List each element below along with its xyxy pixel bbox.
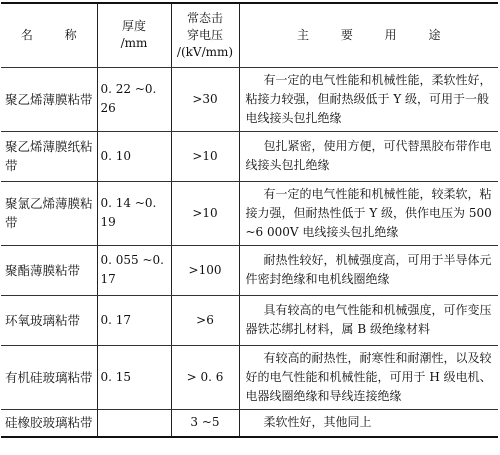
insulating-tape-table: [1, 2, 498, 438]
row-name: 聚氯乙烯薄膜粘带: [1, 181, 97, 245]
row-thickness: 0. 14 ~0. 19: [97, 181, 171, 245]
row-thickness: 0. 10: [97, 131, 171, 181]
row-voltage: >10: [171, 131, 239, 181]
row-use: [239, 131, 498, 181]
header-row: [1, 3, 498, 67]
table-row: [1, 245, 498, 295]
row-voltage: >6: [171, 295, 239, 345]
header-voltage: [171, 3, 239, 67]
table-row: [1, 345, 498, 409]
row-voltage: 3 ~5: [171, 409, 239, 437]
row-use-text: 耐热性较好，机械强度高，可用于半导体元件密封绝缘和电机线圈绝缘: [245, 253, 492, 286]
header-voltage-line3: /(kV/mm): [176, 44, 234, 59]
header-name: 名 称: [1, 3, 97, 67]
row-thickness: 0. 22 ~0. 26: [97, 67, 171, 131]
row-thickness: 0. 055 ~0. 17: [97, 245, 171, 295]
header-use: 主 要 用 途: [239, 3, 498, 67]
row-voltage: >30: [171, 67, 239, 131]
row-use-text: 有一定的电气性能和机械性能，较柔软，粘接力强，但耐热性低于 Y 级，供作电压为 500 ~6 000V 电线接头包扎绝缘: [245, 186, 492, 239]
row-name: 硅橡胶玻璃粘带: [1, 409, 97, 437]
table-row: [1, 67, 498, 131]
table-row: [1, 409, 498, 437]
table-container: [1, 2, 498, 453]
header-voltage-line2: 穿电压: [186, 27, 223, 42]
row-use-text: 具有较高的电气性能和机械强度，可作变压器铁芯绑扎材料，属 B 级绝缘材料: [245, 303, 492, 336]
row-name: 聚乙烯薄膜粘带: [1, 67, 97, 131]
table-row: [1, 131, 498, 181]
row-thickness: 0. 17: [97, 295, 171, 345]
row-name: 聚乙烯薄膜纸粘带: [1, 131, 97, 181]
row-voltage: >100: [171, 245, 239, 295]
row-thickness: [97, 409, 171, 437]
row-voltage: > 0. 6: [171, 345, 239, 409]
row-use-text: 有一定的电气性能和机械性能，柔软性好，粘接力较强，但耐热级低于 Y 级，可用于一般电线接头包扎绝缘: [245, 72, 492, 125]
row-use: [239, 245, 498, 295]
row-name: 有机硅玻璃粘带: [1, 345, 97, 409]
table-row: [1, 295, 498, 345]
row-thickness: 0. 15: [97, 345, 171, 409]
row-use: [239, 67, 498, 131]
header-thickness-line2: /mm: [120, 36, 148, 51]
row-name: 聚酯薄膜粘带: [1, 245, 97, 295]
row-use-text: 柔软性好，其他同上: [263, 415, 372, 430]
row-name: 环氧玻璃粘带: [1, 295, 97, 345]
header-thickness: [97, 3, 171, 67]
row-use-text: 包扎紧密，使用方便，可代替黑胶布带作电线接头包扎绝缘: [245, 139, 492, 172]
row-use: [239, 345, 498, 409]
table-row: [1, 181, 498, 245]
row-voltage: >10: [171, 181, 239, 245]
row-use-text: 有较高的耐热性，耐寒性和耐潮性，以及较好的电气性能和机械性能，可用于 H 级电机、电器线圈绝缘和导线连接绝缘: [245, 350, 492, 403]
header-thickness-line1: 厚度: [121, 19, 146, 34]
header-voltage-line1: 常态击: [186, 10, 223, 25]
row-use: [239, 295, 498, 345]
row-use: [239, 181, 498, 245]
row-use: [239, 409, 498, 437]
